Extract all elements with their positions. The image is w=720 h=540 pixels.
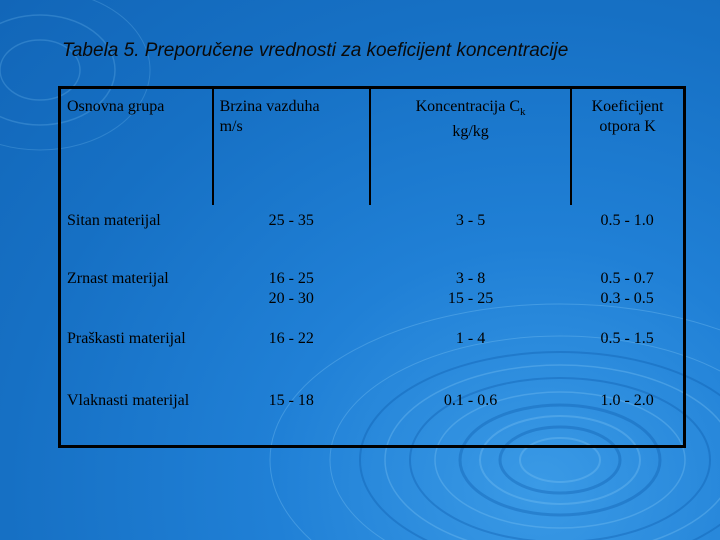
table-row [60,205,685,265]
cell-speed: 16 - 25 20 - 30 [268,270,314,307]
table-row [60,265,685,323]
header-koeficijent-line2: otpora K [599,118,656,135]
cell-concentration: 1 - 4 [455,330,486,347]
cell-speed: 25 - 35 [268,212,314,229]
cell-group: Vlaknasti materijal [67,392,190,409]
cell-group: Sitan materijal [67,212,161,229]
header-koncentracija [370,88,571,206]
table-row [60,323,685,387]
header-koncentracija-unit: kg/kg [452,123,489,141]
cell-resistance: 0.5 - 1.5 [600,330,654,347]
cell-concentration: 3 - 8 15 - 25 [447,270,494,307]
concentration-table [58,86,686,448]
cell-group: Praškasti materijal [67,330,186,347]
header-brzina-unit: m/s [219,118,243,135]
header-brzina-line1: Brzina vazduha [219,98,320,115]
table-row [60,387,685,447]
table-header-row [60,88,685,206]
header-koeficijent-line1: Koeficijent [591,98,664,115]
cell-speed: 16 - 22 [268,330,314,347]
cell-resistance: 1.0 - 2.0 [600,392,654,409]
cell-concentration: 3 - 5 [455,212,486,229]
cell-concentration: 0.1 - 0.6 [443,392,498,409]
cell-group: Zrnast materijal [67,270,169,287]
header-osnovna-grupa: Osnovna grupa [60,88,213,206]
table-caption: Tabela 5. Preporučene vrednosti za koeficijent koncentracije [62,40,569,61]
cell-speed: 15 - 18 [268,392,314,409]
cell-resistance: 0.5 - 1.0 [600,212,654,229]
header-brzina-vazduha [213,88,370,206]
cell-resistance: 0.5 - 0.7 0.3 - 0.5 [600,270,654,307]
header-koncentracija-line1: Koncentracija $C_k$ [415,98,526,119]
header-koeficijent [571,88,684,206]
